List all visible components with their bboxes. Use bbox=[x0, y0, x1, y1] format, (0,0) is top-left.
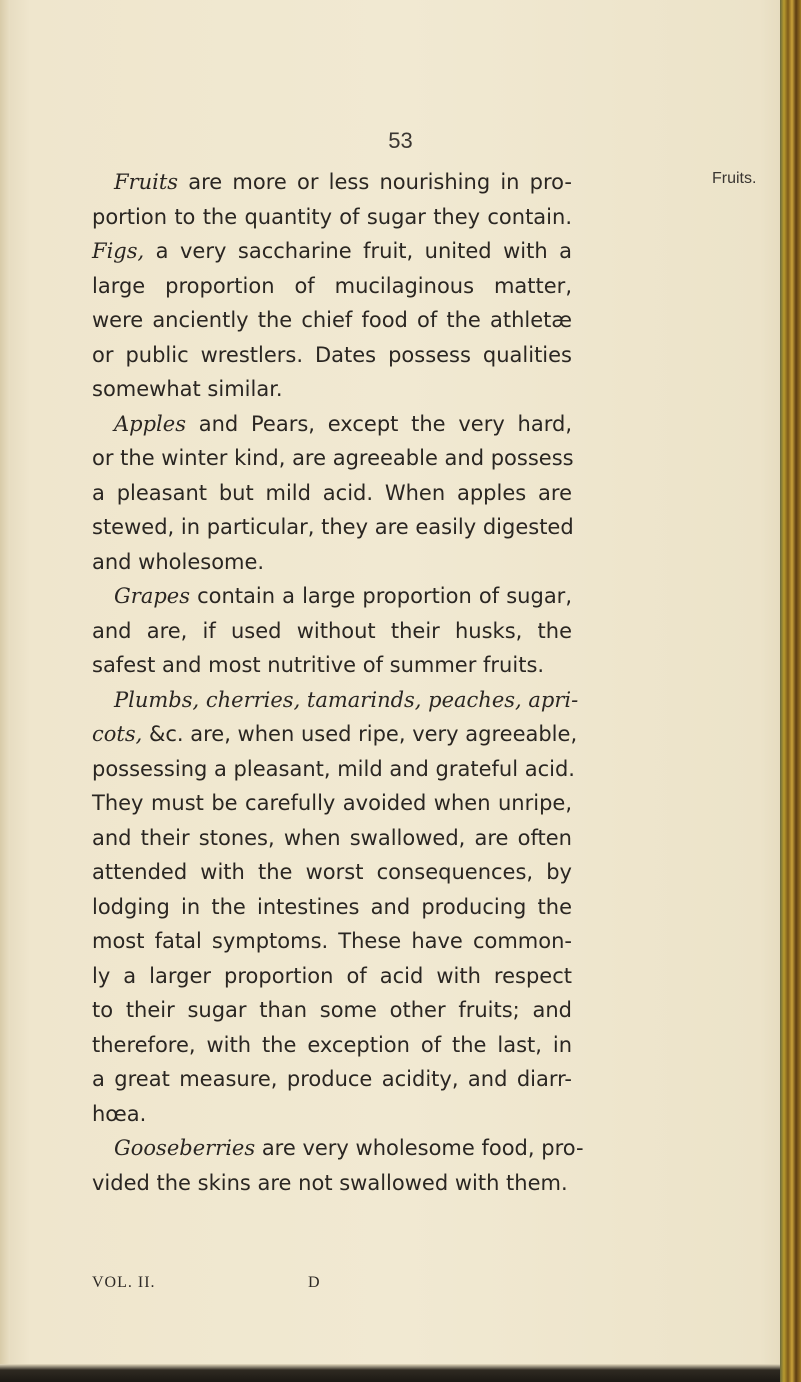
text-run: and Pears, except the very hard, bbox=[185, 411, 572, 436]
text-run: or public wrestlers. Dates possess qualities bbox=[92, 342, 572, 367]
text-line bbox=[92, 1131, 584, 1166]
volume-label: VOL. II. bbox=[92, 1274, 156, 1291]
text-line bbox=[92, 648, 572, 683]
page-number: 53 bbox=[388, 128, 413, 153]
italic-term: Plumbs, cherries, tamarinds, peaches, apri- bbox=[114, 687, 579, 712]
margin-note: Fruits. bbox=[712, 170, 757, 187]
text-line bbox=[92, 372, 572, 407]
text-line bbox=[92, 234, 572, 269]
text-line bbox=[92, 165, 572, 200]
text-line bbox=[92, 1062, 572, 1097]
text-line bbox=[92, 993, 572, 1028]
text-run: and their stones, when swallowed, are often bbox=[92, 825, 572, 850]
page-footer bbox=[92, 1274, 392, 1292]
text-line bbox=[92, 1097, 572, 1132]
text-line bbox=[92, 579, 572, 614]
text-run: most fatal symptoms. These have common- bbox=[92, 929, 572, 953]
text-run: are more or less nourishing in pro- bbox=[178, 170, 572, 194]
text-run: a great measure, produce acidity, and diarr- bbox=[92, 1067, 572, 1091]
italic-term: Gooseberries bbox=[114, 1136, 256, 1160]
text-line bbox=[92, 441, 572, 476]
text-run: vided the skins are not swallowed with them. bbox=[92, 1170, 568, 1195]
text-line bbox=[92, 924, 572, 959]
text-line bbox=[92, 338, 572, 373]
italic-term: Grapes bbox=[114, 584, 190, 608]
text-run: portion to the quantity of sugar they contain. bbox=[92, 204, 572, 229]
text-run: safest and most nutritive of summer fruits. bbox=[92, 653, 545, 677]
text-line bbox=[92, 269, 572, 304]
text-run: a pleasant but mild acid. When apples are bbox=[92, 480, 572, 505]
text-line bbox=[92, 786, 572, 821]
text-run: hœa. bbox=[92, 1101, 147, 1126]
text-run: somewhat similar. bbox=[92, 377, 283, 401]
body-text bbox=[92, 165, 584, 1200]
text-run: to their sugar than some other fruits; and bbox=[92, 998, 572, 1022]
text-run: were anciently the chief food of the athletæ bbox=[92, 308, 572, 332]
text-line bbox=[92, 476, 572, 511]
italic-term: Figs, bbox=[92, 239, 145, 263]
italic-term: Fruits bbox=[114, 170, 179, 194]
text-run: a very saccharine fruit, united with a bbox=[144, 239, 572, 263]
text-line bbox=[92, 614, 572, 649]
text-line bbox=[92, 200, 572, 235]
text-run: ly a larger proportion of acid with respect bbox=[92, 963, 572, 988]
text-line bbox=[92, 959, 572, 994]
text-run: therefore, with the exception of the last, in bbox=[92, 1032, 572, 1057]
text-line bbox=[92, 1166, 572, 1201]
text-line bbox=[92, 717, 578, 752]
book-spine bbox=[780, 0, 801, 1382]
text-run: and wholesome. bbox=[92, 549, 265, 574]
text-line bbox=[92, 407, 572, 442]
text-line bbox=[92, 683, 579, 718]
text-run: are very wholesome food, pro- bbox=[255, 1136, 584, 1160]
italic-term: cots, bbox=[92, 722, 143, 746]
text-line bbox=[92, 890, 572, 925]
text-line bbox=[92, 303, 572, 338]
page-bottom-edge bbox=[0, 1364, 780, 1382]
text-run: lodging in the intestines and producing the bbox=[92, 894, 572, 919]
text-run: large proportion of mucilaginous matter, bbox=[92, 273, 572, 298]
text-run: or the winter kind, are agreeable and possess bbox=[92, 446, 574, 470]
text-run: &c. are, when used ripe, very agreeable, bbox=[142, 722, 578, 746]
text-line bbox=[92, 510, 572, 545]
text-run: contain a large proportion of sugar, bbox=[189, 584, 572, 608]
text-line bbox=[92, 545, 572, 580]
text-line bbox=[92, 821, 572, 856]
text-run: and are, if used without their husks, the bbox=[92, 618, 572, 643]
text-run: stewed, in particular, they are easily digested bbox=[92, 515, 574, 539]
text-line bbox=[92, 752, 575, 787]
page-left-edge bbox=[0, 0, 10, 1382]
signature-mark: D bbox=[308, 1274, 321, 1291]
italic-term: Apples bbox=[114, 411, 186, 436]
text-line bbox=[92, 855, 572, 890]
text-run: possessing a pleasant, mild and grateful acid. bbox=[92, 756, 575, 781]
text-line bbox=[92, 1028, 572, 1063]
text-run: attended with the worst consequences, by bbox=[92, 860, 572, 884]
text-run: They must be carefully avoided when unripe, bbox=[92, 791, 572, 815]
